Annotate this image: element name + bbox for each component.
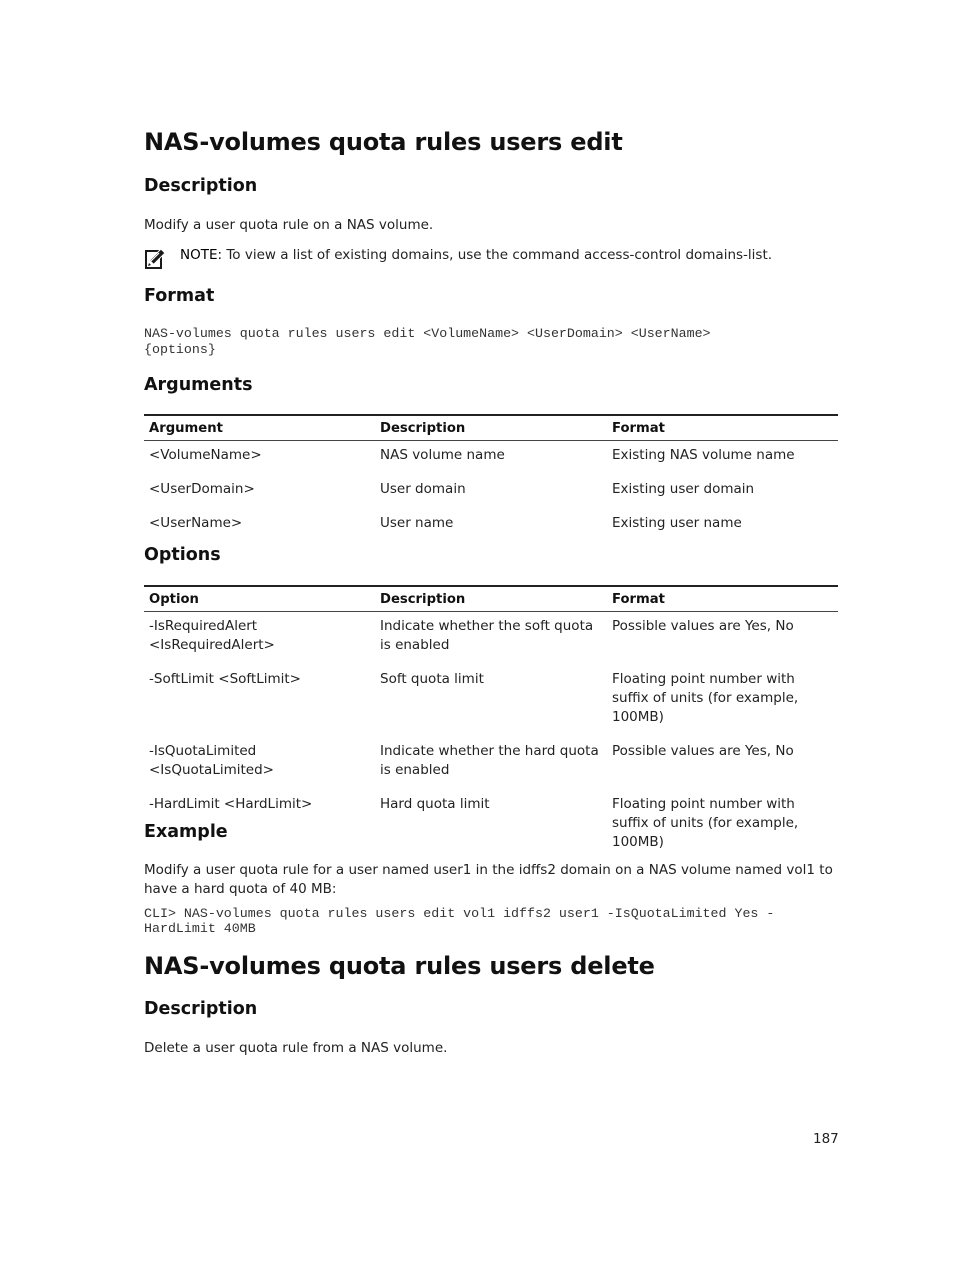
table-cell: -HardLimit <HardLimit>: [149, 796, 313, 812]
table-cell: -IsQuotaLimited <IsQuotaLimited>: [149, 743, 274, 778]
description-text-2: Delete a user quota rule from a NAS volume.: [144, 1040, 448, 1056]
example-code-line-1: CLI> NAS-volumes quota rules users edit vol1 idffs2 user1 -IsQuotaLimited Yes -: [144, 906, 775, 921]
table-header-row: [144, 415, 838, 441]
table-cell: Soft quota limit: [380, 671, 484, 687]
table-cell: User domain: [380, 481, 466, 497]
table-cell: Floating point number with suffix of units (for example, 100MB): [612, 671, 799, 725]
table-row: [144, 790, 838, 862]
format-heading: Format: [144, 286, 215, 306]
note-body: To view a list of existing domains, use the command access-control domains-list.: [222, 247, 773, 263]
section-title: NAS-volumes quota rules users delete: [144, 952, 655, 980]
table-cell: -SoftLimit <SoftLimit>: [149, 671, 301, 687]
table-cell: Existing user domain: [612, 481, 755, 497]
table-row: [144, 737, 838, 790]
table-cell: Existing NAS volume name: [612, 447, 795, 463]
table-cell: Hard quota limit: [380, 796, 490, 812]
example-heading: Example: [144, 822, 228, 842]
table-cell: NAS volume name: [380, 447, 505, 463]
format-code-line-1: NAS-volumes quota rules users edit <VolumeName> <UserDomain> <UserName>: [144, 326, 711, 341]
table-cell: Indicate whether the hard quota is enabled: [380, 743, 599, 778]
arguments-heading: Arguments: [144, 375, 253, 395]
description-text: Modify a user quota rule on a NAS volume.: [144, 217, 434, 233]
note-label: NOTE:: [180, 247, 223, 263]
note-pencil-icon: [144, 246, 166, 270]
table-cell: <UserName>: [149, 515, 243, 531]
column-header: Format: [607, 586, 838, 612]
options-table: [144, 585, 838, 862]
table-cell: User name: [380, 515, 454, 531]
column-header: Description: [375, 586, 607, 612]
note-text: [180, 246, 772, 265]
table-cell: Existing user name: [612, 515, 742, 531]
table-cell: Possible values are Yes, No: [612, 743, 794, 759]
arguments-table: [144, 414, 838, 543]
page-number: 187: [813, 1131, 839, 1147]
table-row: [144, 665, 838, 737]
options-heading: Options: [144, 545, 221, 565]
example-code-line-2: HardLimit 40MB: [144, 921, 256, 936]
table-row: [144, 475, 838, 509]
table-header-row: [144, 586, 838, 612]
description-heading: Description: [144, 176, 258, 196]
column-header: Argument: [144, 415, 375, 441]
table-cell: <VolumeName>: [149, 447, 262, 463]
page-title: NAS-volumes quota rules users edit: [144, 128, 623, 156]
column-header: Description: [375, 415, 607, 441]
format-code-line-2: {options}: [144, 342, 216, 357]
table-cell: Floating point number with suffix of units (for example, 100MB): [612, 796, 799, 850]
table-cell: Possible values are Yes, No: [612, 618, 794, 634]
table-row: [144, 509, 838, 543]
note-block: [144, 246, 838, 272]
table-row: [144, 612, 838, 666]
example-text: Modify a user quota rule for a user named user1 in the idffs2 domain on a NAS volume named vol1 to have a hard quota of 40 MB:: [144, 862, 833, 897]
table-row: [144, 441, 838, 476]
column-header: Format: [607, 415, 838, 441]
description-heading-2: Description: [144, 999, 258, 1019]
table-cell: Indicate whether the soft quota is enabled: [380, 618, 594, 653]
column-header: Option: [144, 586, 375, 612]
table-cell: <UserDomain>: [149, 481, 255, 497]
table-cell: -IsRequiredAlert <IsRequiredAlert>: [149, 618, 275, 653]
